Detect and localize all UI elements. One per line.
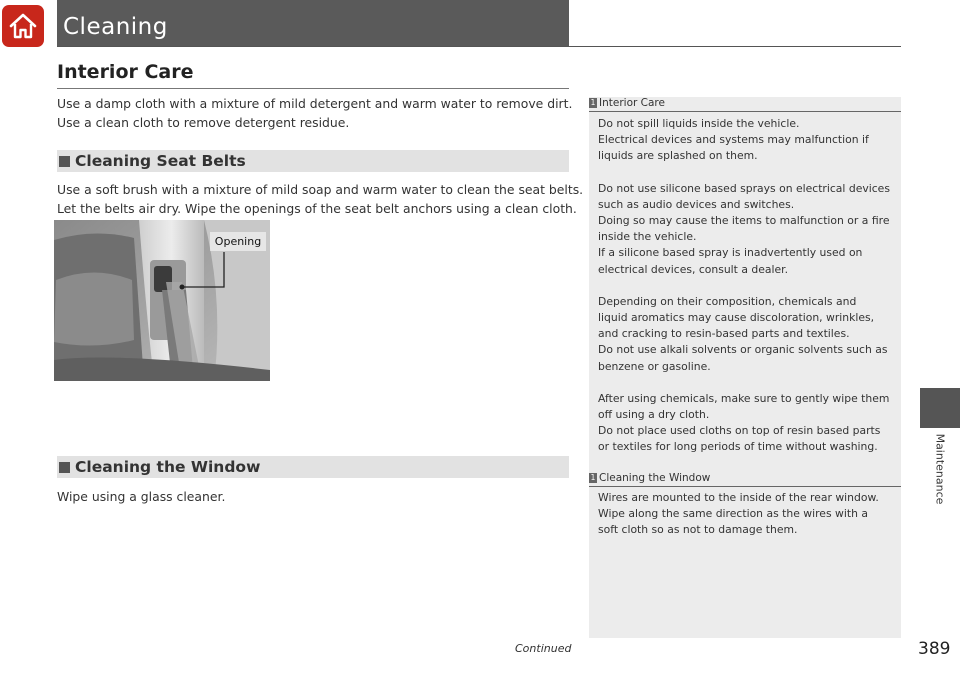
note-marker-icon: 1 — [590, 473, 596, 482]
window-text: Wipe using a glass cleaner. — [57, 489, 226, 504]
title-divider — [57, 46, 901, 47]
seat-belts-heading: Cleaning Seat Belts — [75, 152, 246, 170]
seat-belt-anchor-illustration — [54, 220, 270, 381]
home-button[interactable] — [2, 5, 44, 47]
seat-belts-text-line: Let the belts air dry. Wipe the openings of the seat belt anchors using a clean cloth. — [57, 201, 577, 216]
seat-belts-text-line: Use a soft brush with a mixture of mild soap and warm water to clean the seat belts. — [57, 182, 584, 197]
continued-label: Continued — [515, 642, 572, 655]
note-marker-icon: 1 — [590, 98, 596, 107]
note-divider — [589, 486, 901, 487]
note-divider — [589, 111, 901, 112]
page-number: 389 — [918, 639, 951, 659]
section-square-icon — [59, 156, 70, 167]
maintenance-section-tab[interactable] — [920, 388, 960, 428]
window-section-header — [57, 456, 569, 478]
section-square-icon — [59, 462, 70, 473]
window-heading: Cleaning the Window — [75, 458, 261, 476]
page-title: Cleaning — [63, 14, 168, 40]
heading-divider — [57, 88, 569, 89]
interior-note-body: Do not spill liquids inside the vehicle. Electrical devices and systems may malfunction if liquids are splashed on them. Do not use silicone based sprays on electrical devices such as audio devices and switches. Doing so may cause the items to malfunction or a fire inside the vehicle. If a silicone based spray is inadvertently used on electrical devices, consult a dealer. Depending on their composition, chemicals and liquid aromatics may cause discoloration, wrinkles, and cracking to resin-based parts and textiles. Do not use alkali solvents or organic solvents such as benzene or gasoline. After using chemicals, make sure to gently wipe them off using a dry cloth. Do not place used cloths on top of resin based parts or textiles for long periods of time without washing. — [598, 117, 890, 454]
window-note-title: 1 Cleaning the Window — [590, 472, 711, 484]
window-note-body: Wires are mounted to the inside of the rear window. Wipe along the same direction as the wires with a soft cloth so as not to damage them. — [598, 491, 879, 537]
interior-text-line: Use a clean cloth to remove detergent residue. — [57, 115, 350, 130]
interior-care-heading: Interior Care — [57, 61, 194, 83]
opening-callout: Opening — [214, 235, 262, 248]
seat-belts-section-header — [57, 150, 569, 172]
interior-note-title: 1 Interior Care — [590, 97, 665, 109]
home-icon — [8, 12, 38, 40]
maintenance-tab-label: Maintenance — [933, 433, 947, 505]
interior-text-line: Use a damp cloth with a mixture of mild detergent and warm water to remove dirt. — [57, 96, 573, 111]
